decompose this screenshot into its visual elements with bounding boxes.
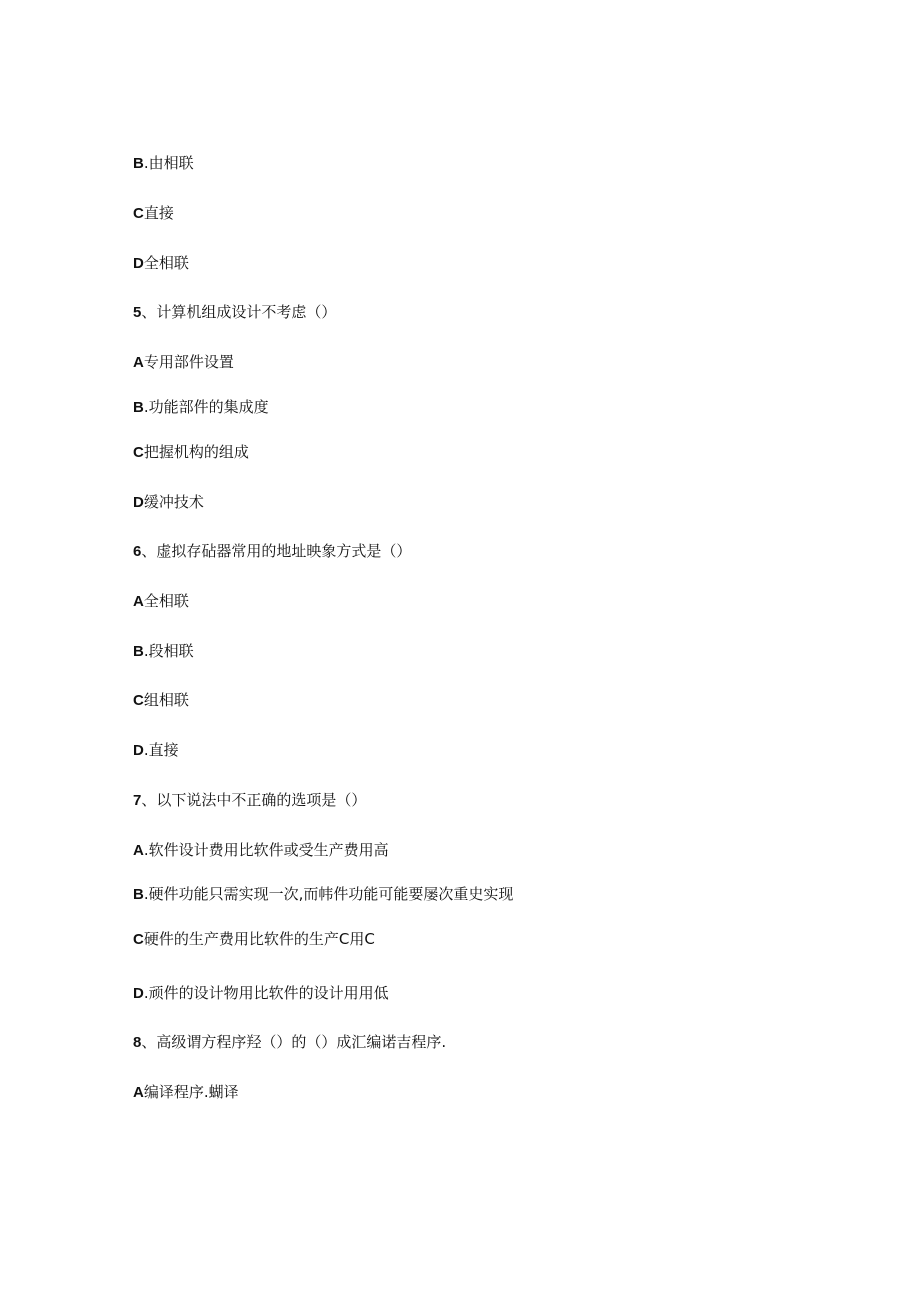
option-letter: B [133,643,144,660]
option-a-line [133,352,234,373]
option-a-line [133,840,389,861]
option-text: .功能部件的集成度 [143,398,269,416]
option-text: .直接 [143,741,179,759]
option-text: .硬件功能只需实现一次,而帏件功能可能要屡次重史实现 [143,885,514,903]
option-letter: C [133,444,144,461]
option-letter: C [133,931,144,948]
option-text: 编译程序.蝴译 [143,1083,239,1101]
question-text: 、计算机组成设计不考虑（） [141,303,337,321]
option-c-line [133,442,249,463]
option-d-line [133,492,204,513]
question-number: 6 [133,543,142,560]
option-letter: C [133,205,144,222]
option-c-line [133,929,375,950]
question-6 [133,541,411,562]
option-letter: C [133,692,144,709]
option-b-line [133,397,269,418]
option-text: 把握机构的组成 [143,443,249,461]
option-letter: D [133,494,144,511]
option-a-line [133,1082,239,1103]
option-letter: B [133,886,144,903]
option-d-line [133,983,389,1004]
option-letter: D [133,742,144,759]
option-c-line [133,203,174,224]
option-text: .段相联 [143,642,194,660]
option-letter: A [133,842,144,859]
option-letter: B [133,399,144,416]
question-7 [133,790,366,811]
question-number: 8 [133,1034,142,1051]
option-letter: A [133,354,144,371]
question-5 [133,302,336,323]
option-letter: D [133,255,144,272]
option-text: 专用部件设置 [143,353,234,371]
question-text: 、虚拟存砧器常用的地址映象方式是（） [141,542,412,560]
option-a-line [133,591,189,612]
option-text: 全相联 [143,254,189,272]
question-text: 、高级谓方程序羟（）的（）成汇编诺吉程序. [141,1033,447,1051]
option-text: .顽件的设计物用比软件的设计用用低 [143,984,389,1002]
question-number: 7 [133,792,142,809]
option-d-line [133,253,189,274]
option-text: 缓冲技术 [143,493,204,511]
question-text: 、以下说法中不正确的选项是（） [141,791,367,809]
option-text: .软件设计费用比软件或受生产费用高 [143,841,389,859]
option-text: .由相联 [143,154,194,172]
question-number: 5 [133,304,142,321]
option-b-line [133,641,194,662]
option-c-line [133,690,189,711]
question-8 [133,1032,446,1053]
option-letter: D [133,985,144,1002]
option-text: 全相联 [143,592,189,610]
option-b-line [133,153,194,174]
option-b-line [133,884,513,905]
option-letter: A [133,593,144,610]
option-letter: A [133,1084,144,1101]
option-text: 直接 [143,204,174,222]
option-letter: B [133,155,144,172]
option-d-line [133,740,179,761]
option-text: 硬件的生产费用比软件的生产C用C [143,930,375,948]
option-text: 组相联 [143,691,189,709]
